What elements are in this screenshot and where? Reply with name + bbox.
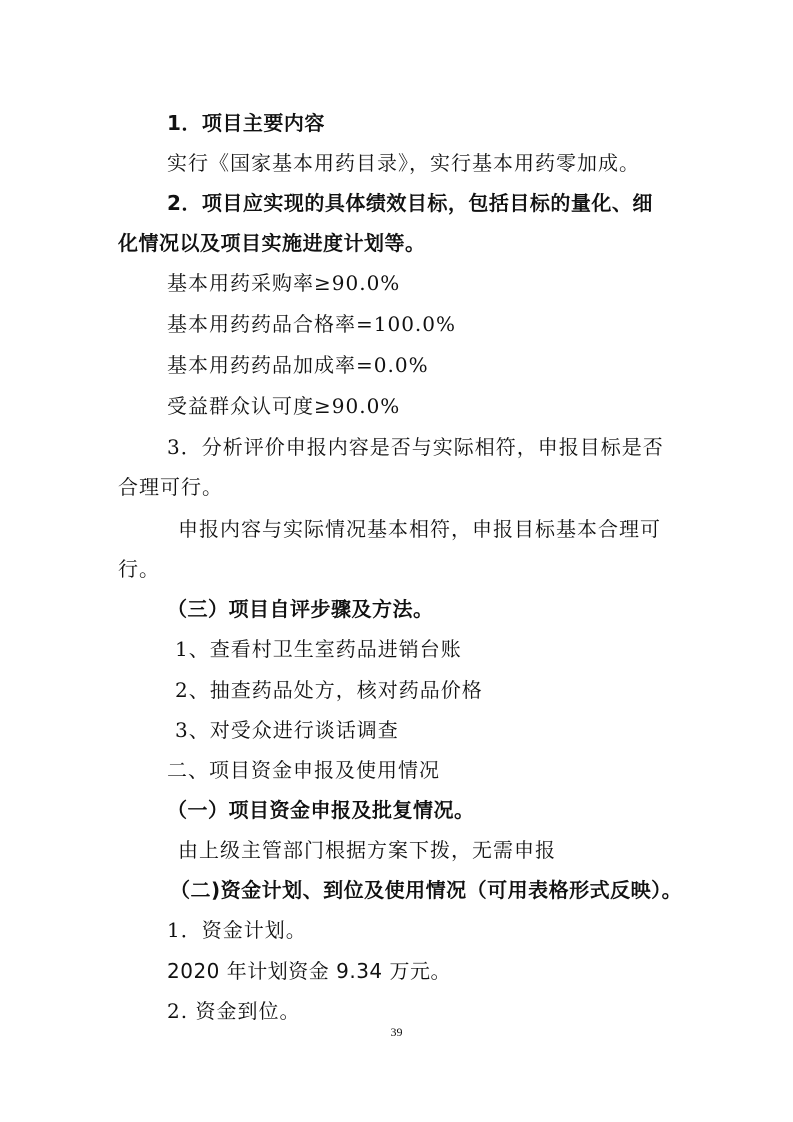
- paragraph-line: 2020 年计划资金 9.34 万元。: [167, 959, 452, 983]
- indicator-purchase-rate: 基本用药采购率≥90.0%: [167, 271, 401, 295]
- list-item: 3、对受众进行谈话调查: [175, 718, 399, 742]
- section-heading-self-evaluation: （三）项目自评步骤及方法。: [167, 597, 434, 621]
- list-item: 1、查看村卫生室药品进销台账: [175, 637, 462, 661]
- section-heading-continuation: 化情况以及项目实施进度计划等。: [118, 231, 426, 255]
- paragraph-line: 由上级主管部门根据方案下拨，无需申报: [178, 838, 556, 862]
- paragraph-line: 合理可行。: [118, 475, 223, 499]
- section-heading-performance-goals: 2．项目应实现的具体绩效目标，包括目标的量化、细: [167, 191, 653, 215]
- section-heading-funding-plan: （二)资金计划、到位及使用情况（可用表格形式反映）。: [170, 878, 683, 902]
- paragraph-line: 3．分析评价申报内容是否与实际相符，申报目标是否: [167, 435, 664, 459]
- section-heading-funding-application: （一）项目资金申报及批复情况。: [167, 798, 475, 822]
- subheading-funding-arrival: 2. 资金到位。: [167, 999, 301, 1023]
- list-item: 2、抽查药品处方，核对药品价格: [175, 678, 483, 702]
- page-number: 39: [390, 1025, 403, 1039]
- indicator-markup-rate: 基本用药药品加成率=0.0%: [167, 353, 429, 377]
- indicator-pass-rate: 基本用药药品合格率=100.0%: [167, 312, 457, 336]
- paragraph-line: 行。: [118, 557, 160, 581]
- indicator-satisfaction: 受益群众认可度≥90.0%: [167, 394, 401, 418]
- subheading-funding-plan: 1．资金计划。: [167, 918, 307, 942]
- chapter-heading-funding: 二、项目资金申报及使用情况: [167, 758, 440, 782]
- section-heading-main-content: 1．项目主要内容: [167, 111, 325, 135]
- paragraph-line: 实行《国家基本用药目录》，实行基本用药零加成。: [167, 151, 640, 175]
- paragraph-line: 申报内容与实际情况基本相符，申报目标基本合理可: [178, 517, 661, 541]
